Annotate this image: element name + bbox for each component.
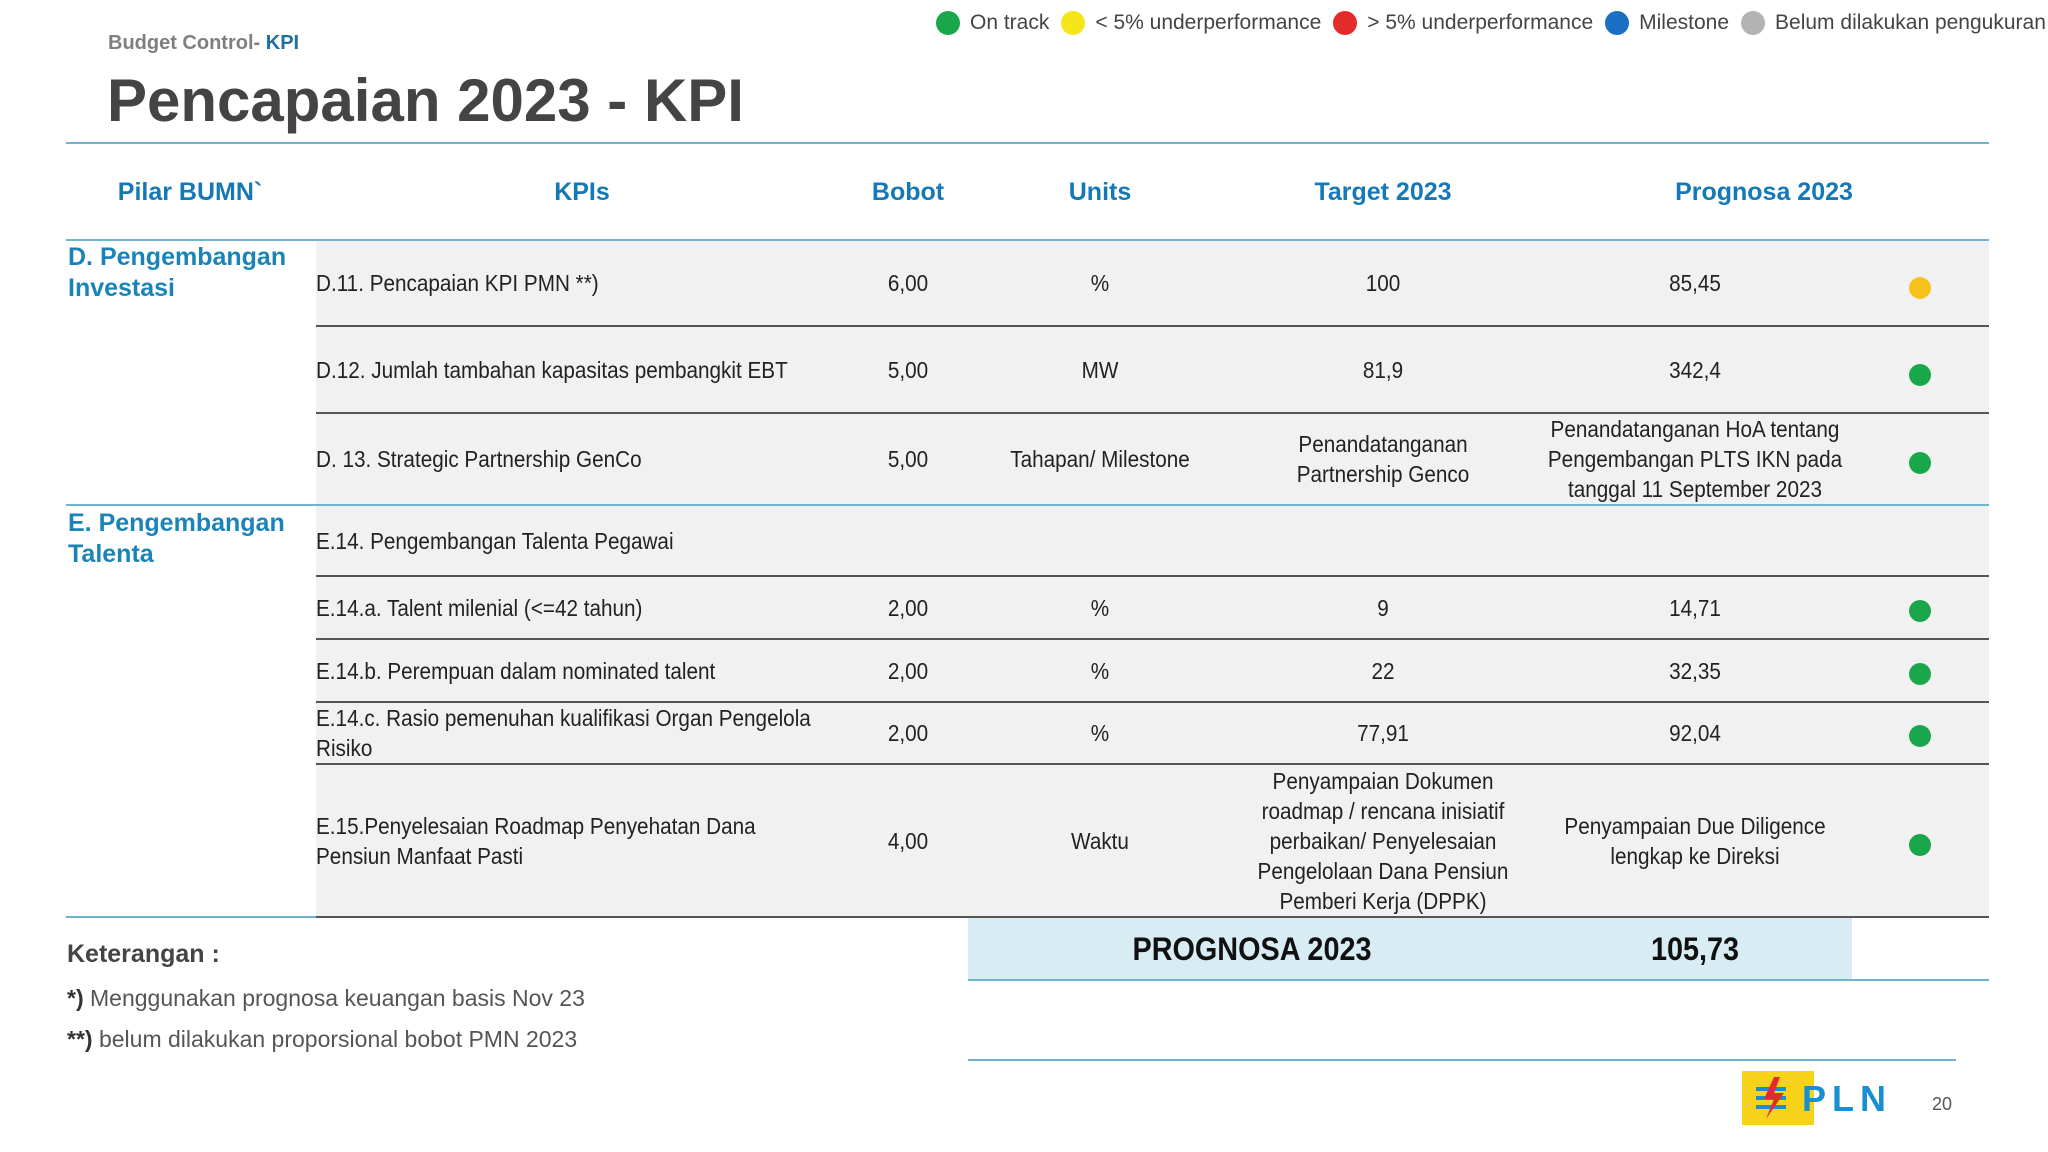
not-measured-dot-icon bbox=[1741, 11, 1765, 35]
kpi-cell: D.12. Jumlah tambahan kapasitas pembangkit EBT bbox=[316, 356, 788, 383]
units-cell: % bbox=[1090, 270, 1110, 296]
units-cell: % bbox=[1090, 594, 1110, 621]
status-dot-icon bbox=[1909, 600, 1931, 622]
pln-logo-text: PLN bbox=[1802, 1078, 1892, 1119]
legend-label: > 5% underperformance bbox=[1367, 11, 1594, 34]
status-dot-icon bbox=[1909, 725, 1931, 747]
status-dot-icon bbox=[1909, 834, 1931, 856]
target-cell: Penandatanganan Partnership Genco bbox=[1296, 431, 1470, 487]
prognosa-cell: 32,35 bbox=[1669, 657, 1721, 684]
legend-label: On track bbox=[970, 11, 1050, 34]
legend-label: < 5% underperformance bbox=[1095, 11, 1322, 34]
target-cell: Penyampaian Dokumen roadmap / rencana inisiatif perbaikan/ Penyelesaian Pengelolaan Dana Pensiun Pemberi Kerja (DPPK) bbox=[1257, 767, 1509, 914]
title-divider bbox=[66, 142, 1989, 144]
over-5-dot-icon bbox=[1333, 11, 1357, 35]
target-cell: 100 bbox=[1365, 270, 1401, 296]
target-cell: 22 bbox=[1371, 657, 1395, 684]
legend-item-over-5 bbox=[1333, 11, 1593, 35]
status-dot-icon bbox=[1909, 663, 1931, 685]
page-title: Pencapaian 2023 - KPI bbox=[107, 67, 744, 134]
bobot-cell: 2,00 bbox=[887, 657, 929, 684]
units-cell: MW bbox=[1081, 356, 1119, 383]
kpi-cell: E.14.b. Perempuan dalam nominated talent bbox=[316, 657, 716, 684]
prognosa-cell: 85,45 bbox=[1669, 270, 1721, 296]
status-dot-icon bbox=[1909, 277, 1931, 299]
legend-item-on-track bbox=[936, 11, 1049, 35]
legend-label: Milestone bbox=[1639, 11, 1730, 34]
prognosa-cell: 92,04 bbox=[1669, 720, 1721, 746]
bobot-cell: 5,00 bbox=[887, 356, 929, 383]
note-text: belum dilakukan proporsional bobot PMN 2023 bbox=[98, 1026, 578, 1052]
under-5-dot-icon bbox=[1061, 11, 1085, 35]
on-track-dot-icon bbox=[936, 11, 960, 35]
legend-label: Belum dilakukan pengukuran bbox=[1775, 11, 2046, 34]
milestone-dot-icon bbox=[1605, 11, 1629, 35]
target-cell: 9 bbox=[1377, 594, 1389, 621]
status-dot-icon bbox=[1909, 452, 1931, 474]
legend-item-under-5 bbox=[1061, 11, 1321, 35]
prognosa-cell: 342,4 bbox=[1669, 356, 1721, 383]
prognosa-cell: 14,71 bbox=[1669, 594, 1721, 621]
notes-title: Keterangan : bbox=[67, 940, 220, 968]
prognosa-cell: Penyampaian Due Diligence lengkap ke Direksi bbox=[1564, 812, 1826, 869]
prognosa-summary-value: 105,73 bbox=[1650, 931, 1740, 967]
note-item bbox=[67, 1026, 577, 1053]
note-text: Menggunakan prognosa keuangan basis Nov 23 bbox=[90, 985, 585, 1011]
kpi-cell: E.14.a. Talent milenial (<=42 tahun) bbox=[316, 594, 643, 621]
header-kpis: KPIs bbox=[554, 177, 610, 206]
legend-item-milestone bbox=[1605, 11, 1729, 35]
kpi-cell: E.14. Pengembangan Talenta Pegawai bbox=[316, 527, 674, 554]
units-cell: Waktu bbox=[1071, 827, 1129, 854]
target-cell: 77,91 bbox=[1357, 720, 1409, 746]
header-pilar: Pilar BUMN` bbox=[117, 177, 263, 206]
breadcrumb bbox=[108, 32, 299, 55]
units-cell: % bbox=[1090, 720, 1110, 746]
summary-underline bbox=[968, 979, 1989, 981]
bobot-cell: 5,00 bbox=[887, 446, 929, 472]
note-item bbox=[67, 985, 585, 1012]
prognosa-summary-label: PROGNOSA 2023 bbox=[1132, 931, 1372, 967]
bobot-cell: 2,00 bbox=[887, 720, 929, 746]
bobot-cell: 2,00 bbox=[887, 594, 929, 621]
header-target: Target 2023 bbox=[1314, 177, 1452, 206]
note-marker: **) bbox=[67, 1026, 93, 1052]
kpi-cell: D. 13. Strategic Partnership GenCo bbox=[316, 446, 642, 472]
prognosa-cell: Penandatanganan HoA tentang Pengembangan PLTS IKN pada tanggal 11 September 2023 bbox=[1547, 416, 1843, 502]
page-number: 20 bbox=[1932, 1094, 1953, 1114]
target-cell: 81,9 bbox=[1362, 356, 1404, 383]
notes-divider bbox=[968, 1059, 1956, 1061]
units-cell: Tahapan/ Milestone bbox=[1010, 446, 1190, 472]
status-dot-icon bbox=[1909, 364, 1931, 386]
breadcrumb-current: KPI bbox=[265, 32, 300, 54]
kpi-cell: D.11. Pencapaian KPI PMN **) bbox=[316, 270, 599, 296]
bobot-cell: 4,00 bbox=[887, 827, 929, 854]
header-bobot: Bobot bbox=[871, 177, 945, 206]
kpi-cell: E.15.Penyelesaian Roadmap Penyehatan Dana Pensiun Manfaat Pasti bbox=[316, 812, 756, 869]
status-legend bbox=[936, 8, 2048, 38]
pillar-investasi: D. Pengembangan Investasi bbox=[68, 243, 287, 302]
header-units: Units bbox=[1068, 177, 1132, 206]
bobot-cell: 6,00 bbox=[887, 270, 929, 296]
units-cell: % bbox=[1090, 657, 1110, 684]
header-prognosa: Prognosa 2023 bbox=[1675, 177, 1853, 206]
breadcrumb-prefix: Budget Control- bbox=[108, 32, 261, 54]
legend-item-not-measured bbox=[1741, 11, 2046, 35]
note-marker: *) bbox=[67, 985, 84, 1011]
pillar-talenta: E. Pengembangan Talenta bbox=[68, 509, 285, 568]
table-bottom-line bbox=[66, 916, 318, 918]
kpi-cell: E.14.c. Rasio pemenuhan kualifikasi Organ Pengelola Risiko bbox=[316, 705, 811, 761]
